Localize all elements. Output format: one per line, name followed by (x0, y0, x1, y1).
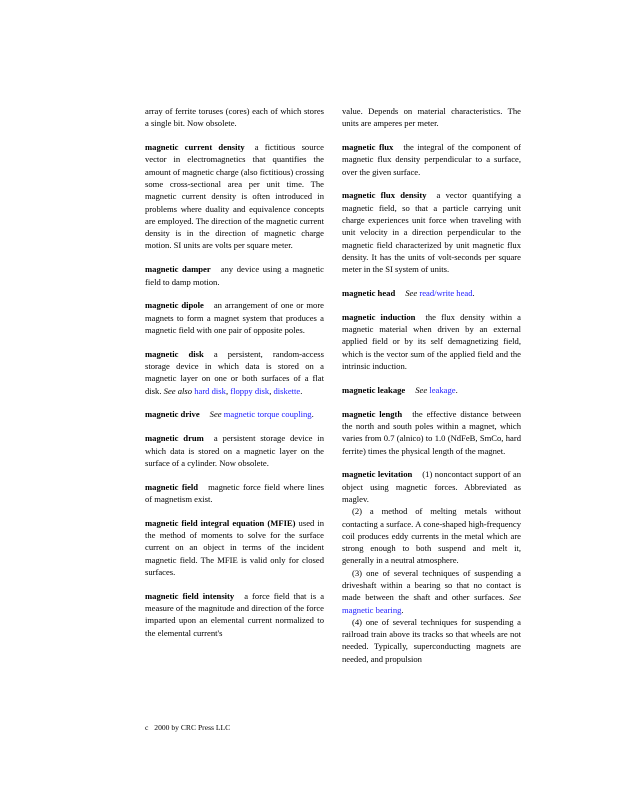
entry-magnetic-field (145, 481, 324, 506)
entry-definition: used in the method of moments to solve for the surface current on an object in terms of the incident magnetic field. The MFIE is valid only for closed surfaces. (145, 517, 325, 577)
entry-term: magnetic leakage (342, 384, 406, 395)
entry-definition: the integral of the component of magnetic flux density perpendicular to a surface, over the given surface. (342, 142, 521, 177)
see-label: See (209, 409, 222, 420)
entry-term: magnetic disk (145, 348, 204, 359)
entry-term: magnetic head (342, 288, 396, 299)
sense-2: (2) a method of melting metals without contacting a surface. A cone-shaped high-frequency coil produces eddy currents in the metal which are strong enough to both suspend and melt it, generally in a neutral atmosphere. (342, 506, 521, 566)
entry-term: magnetic flux density (342, 190, 427, 201)
entry-magnetic-current-density (145, 141, 324, 252)
entry-definition: a persistent storage device in which data is stored on a magnetic layer on the surface of a cylinder. Now obsolete. (145, 433, 324, 468)
link-floppy-disk[interactable]: floppy disk (230, 385, 270, 396)
entry-definition: an arrangement of one or more magnets to form a magnet system that produces a magnetic field with one pair of opposite poles. (145, 300, 324, 335)
entry-magnetic-damper (145, 263, 324, 288)
left-column (145, 105, 324, 650)
entry-term: magnetic field intensity (145, 590, 235, 601)
see-also-label: See also (163, 385, 193, 396)
link-diskette[interactable]: diskette (273, 385, 301, 396)
entry-definition: a force field that is a measure of the magnitude and direction of the force imparted upon an elemental current normalized to the elemental current's (145, 590, 325, 638)
entry-term: magnetic flux (342, 142, 394, 153)
entry-term: magnetic induction (342, 311, 416, 322)
entry-magnetic-head: magnetic head See read/write head. (342, 288, 475, 299)
entry-continuation (145, 105, 324, 130)
entry-definition: a fictitious source vector in electromagnetics that quantifies the amount of magnetic charge (also fictitious) crossing some cross-sectional area per unit time. The magnetic current density is often introduced in problems where duality and equivalence concepts are employed. The direction of the magnetic current density is in the direction of magnetic charge motion. SI units are volts per square meter. (145, 142, 324, 251)
entry-definition: a persistent, random-access storage device in which data is stored on a magnetic layer on one or both surfaces of a flat disk. (145, 348, 324, 396)
entry-term: magnetic levitation (342, 469, 413, 480)
sense-3: (3) one of several techniques of suspending a driveshaft within a bearing so that no contact is made between the shaft and other surfaces. (342, 567, 521, 603)
continuation-text: array of ferrite toruses (cores) each of which stores a single bit. Now obsolete. (145, 106, 324, 129)
link-hard-disk[interactable]: hard disk (194, 385, 226, 396)
entry-magnetic-dipole (145, 299, 324, 336)
entry-definition: any device using a magnetic field to damp motion. (145, 264, 324, 287)
entry-term: magnetic current density (145, 142, 245, 153)
entry-magnetic-leakage: magnetic leakage See leakage. (342, 384, 458, 395)
entry-magnetic-drum (145, 432, 324, 469)
see-label: See (509, 592, 521, 603)
link-magnetic-torque-coupling[interactable]: magnetic torque coupling (223, 409, 312, 420)
entry-definition: the effective distance between the north and south poles within a magnet, which varies from 0.7 (alnico) to 1.0 (NdFeB, SmCo, hard ferrite) times the physical length of the magnet. (342, 408, 521, 456)
entry-term: magnetic dipole (145, 300, 204, 311)
entry-term: magnetic damper (145, 264, 211, 275)
link-leakage[interactable]: leakage (429, 384, 456, 395)
link-read-write-head[interactable]: read/write head (419, 288, 473, 299)
entry-term: magnetic drive (145, 409, 200, 420)
entry-continuation (342, 105, 521, 130)
entry-definition: the flux density within a magnetic material when driven by an external applied field or by its self demagnetizing field, which is the vector sum of the applied field and the intrinsic induction. (342, 311, 521, 372)
entry-term: magnetic length (342, 408, 403, 419)
continuation-text: value. Depends on material characteristics. The units are amperes per meter. (342, 106, 521, 129)
see-label: See (415, 384, 428, 395)
entry-magnetic-induction (342, 311, 521, 372)
entry-definition: a vector quantifying a magnetic field, so that a particle carrying unit charge experiences unit force when traveling with unit velocity in a direction perpendicular to the magnetic field characterized by unit magnetic flux density. It has the units of volt-seconds per square meter in the SI system of units. (342, 190, 522, 275)
entry-magnetic-disk: magnetic disk a persistent, random-access storage device in which data is stored on a magnetic layer on one or both surfaces of a flat disk. See also hard disk, floppy disk, diskette. (145, 348, 324, 396)
entry-magnetic-field-intensity (145, 590, 324, 639)
entry-definition: magnetic force field where lines of magnetism exist. (145, 481, 324, 504)
right-column (342, 105, 521, 677)
entry-mfie (145, 517, 324, 578)
entry-magnetic-levitation: magnetic levitation (1) noncontact support of an object using magnetic forces. Abbreviated as maglev. (2) a method of melting metals without contacting a surface. A cone-shaped high-frequency coil produces eddy currents in the metal which are strong enough to both suspend and melt it, generally in a neutral atmosphere. (3) one of several techniques of suspending a driveshaft within a bearing so that no contact is made between the shaft and other surfaces. See magnetic bearing. (4) one of several techniques for suspending a railroad train above its tracks so that wheels are not needed. Typically, superconducting magnets are needed, and propulsion (342, 469, 521, 664)
see-label: See (405, 288, 418, 299)
entry-magnetic-length (342, 408, 521, 457)
entry-term: magnetic drum (145, 433, 204, 444)
entry-magnetic-drive: magnetic drive See magnetic torque coupling. (145, 409, 314, 420)
entry-term: magnetic field (145, 481, 199, 492)
entry-magnetic-flux (342, 141, 521, 178)
entry-magnetic-flux-density (342, 189, 521, 275)
link-magnetic-bearing[interactable]: magnetic bearing (342, 604, 402, 615)
sense-1: (1) noncontact support of an object using magnetic forces. Abbreviated as maglev. (342, 469, 521, 504)
sense-4: (4) one of several techniques for suspending a railroad train above its tracks so that wheels are not needed. Typically, superconducting magnets are needed, and propulsion (342, 616, 521, 664)
copyright-footer: c⃝2000 by CRC Press LLC (145, 723, 231, 732)
entry-term: magnetic field integral equation (MFIE) (145, 517, 296, 528)
